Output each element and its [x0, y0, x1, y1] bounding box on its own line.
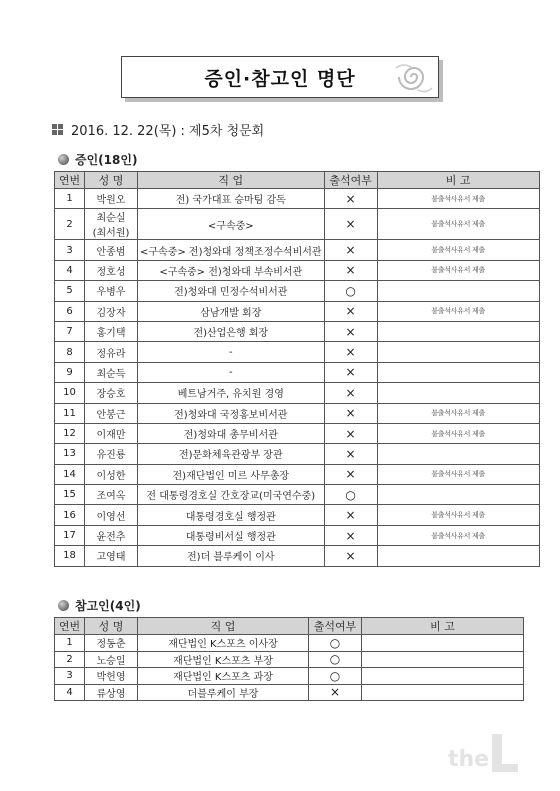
header-attendance: 출석여부 — [324, 172, 377, 189]
row-number: 2 — [55, 209, 85, 240]
remark — [377, 444, 539, 464]
row-number: 16 — [55, 505, 85, 525]
table-row — [55, 342, 540, 362]
table-row — [55, 423, 540, 443]
person-name: 안봉근 — [85, 403, 138, 423]
witness-heading — [58, 151, 137, 168]
table-row — [55, 301, 540, 321]
remark — [377, 485, 539, 505]
session-info — [52, 120, 264, 139]
watermark-text: the — [448, 747, 490, 772]
table-row — [55, 383, 540, 403]
attendance-mark: × — [309, 684, 362, 701]
header-note: 비 고 — [362, 618, 524, 635]
table-row — [55, 403, 540, 423]
remark: 불출석사유서 제출 — [377, 189, 539, 209]
table-row — [55, 546, 540, 566]
person-name: 이성한 — [85, 464, 138, 484]
row-number: 7 — [55, 321, 85, 341]
attendance-mark: × — [324, 301, 377, 321]
remark — [362, 668, 524, 685]
person-job: 전)산업은행 회장 — [138, 321, 325, 341]
person-name: 윤전추 — [85, 525, 138, 545]
table-row — [55, 362, 540, 382]
table-row — [55, 651, 524, 668]
person-job: 더블루케이 부장 — [138, 684, 309, 701]
session-text: 2016. 12. 22(목) : 제5차 청문회 — [71, 124, 265, 139]
person-name: 이재만 — [85, 423, 138, 443]
header-note: 비 고 — [377, 172, 539, 189]
remark — [377, 342, 539, 362]
person-name: 정호성 — [85, 260, 138, 280]
header-no: 연번 — [55, 172, 85, 189]
person-name: 노승일 — [85, 651, 138, 668]
table-row — [55, 240, 540, 260]
person-job: 전)문화체육관광부 장관 — [138, 444, 325, 464]
title-box — [121, 56, 439, 98]
table-header-row — [55, 618, 524, 635]
row-number: 1 — [55, 189, 85, 209]
attendance-mark: × — [324, 362, 377, 382]
person-name: 안종범 — [85, 240, 138, 260]
row-number: 3 — [55, 240, 85, 260]
square-bullet-icon — [52, 124, 63, 135]
table-row — [55, 635, 524, 652]
row-number: 9 — [55, 362, 85, 382]
person-job: 재단법인 K스포츠 이사장 — [138, 635, 309, 652]
person-job: 전)청와대 민정수석비서관 — [138, 281, 325, 301]
remark: 불출석사유서 제출 — [377, 403, 539, 423]
table-row — [55, 209, 540, 240]
person-name: 박원오 — [85, 189, 138, 209]
witness-table — [54, 171, 540, 567]
the-l-logo-icon — [448, 730, 528, 778]
remark: 불출석사유서 제출 — [377, 260, 539, 280]
person-name: 조여옥 — [85, 485, 138, 505]
person-job: 대통령비서실 행정관 — [138, 525, 325, 545]
row-number: 10 — [55, 383, 85, 403]
remark: 불출석사유서 제출 — [377, 464, 539, 484]
person-job: - — [138, 342, 325, 362]
remark: 불출석사유서 제출 — [377, 209, 539, 240]
person-job: 전)청와대 국정홍보비서관 — [138, 403, 325, 423]
attendance-mark: × — [324, 525, 377, 545]
person-name: 이영선 — [85, 505, 138, 525]
person-name: 우병우 — [85, 281, 138, 301]
attendance-mark: ○ — [309, 651, 362, 668]
table-row — [55, 464, 540, 484]
person-name: 고영태 — [85, 546, 138, 566]
person-name: 홍기택 — [85, 321, 138, 341]
header-job: 직 업 — [138, 172, 325, 189]
attendance-mark: ○ — [309, 668, 362, 685]
attendance-mark: × — [324, 505, 377, 525]
person-job: 베트남거주, 유치원 경영 — [138, 383, 325, 403]
remark — [362, 684, 524, 701]
swirl-ornament-icon — [394, 60, 434, 94]
remark: 불출석사유서 제출 — [377, 301, 539, 321]
table-row — [55, 444, 540, 464]
row-number: 18 — [55, 546, 85, 566]
person-name: 류상영 — [85, 684, 138, 701]
attendance-mark: × — [324, 342, 377, 362]
person-job: 전) 국가대표 승마팀 감독 — [138, 189, 325, 209]
remark — [362, 651, 524, 668]
header-job: 직 업 — [138, 618, 309, 635]
reference-heading-text: 참고인(4인) — [75, 599, 141, 613]
table-row — [55, 485, 540, 505]
remark — [377, 281, 539, 301]
remark — [377, 362, 539, 382]
person-name: 정동춘 — [85, 635, 138, 652]
header-attendance: 출석여부 — [309, 618, 362, 635]
person-job: <구속중> 전)청와대 정책조정수석비서관 — [138, 240, 325, 260]
person-job: - — [138, 362, 325, 382]
person-job: 전 대통령경호실 간호장교(미국연수중) — [138, 485, 325, 505]
table-row — [55, 668, 524, 685]
remark — [377, 383, 539, 403]
row-number: 14 — [55, 464, 85, 484]
row-number: 5 — [55, 281, 85, 301]
attendance-mark: × — [324, 321, 377, 341]
attendance-mark: × — [324, 240, 377, 260]
remark: 불출석사유서 제출 — [377, 505, 539, 525]
person-job: 전)재단법인 미르 사무총장 — [138, 464, 325, 484]
table-header-row — [55, 172, 540, 189]
table-row — [55, 525, 540, 545]
row-number: 1 — [55, 635, 85, 652]
row-number: 6 — [55, 301, 85, 321]
attendance-mark: × — [324, 209, 377, 240]
witness-heading-text: 증인(18인) — [75, 153, 138, 167]
reference-heading — [58, 597, 141, 614]
row-number: 17 — [55, 525, 85, 545]
header-name: 성 명 — [85, 172, 138, 189]
person-job: 전)청와대 총무비서관 — [138, 423, 325, 443]
watermark-logo — [448, 730, 528, 778]
person-job: 재단법인 K스포츠 부장 — [138, 651, 309, 668]
row-number: 8 — [55, 342, 85, 362]
table-row — [55, 505, 540, 525]
row-number: 3 — [55, 668, 85, 685]
row-number: 12 — [55, 423, 85, 443]
person-name: 정유라 — [85, 342, 138, 362]
attendance-mark: ○ — [309, 635, 362, 652]
row-number: 2 — [55, 651, 85, 668]
person-job: 재단법인 K스포츠 과장 — [138, 668, 309, 685]
remark: 불출석사유서 제출 — [377, 525, 539, 545]
remark — [377, 546, 539, 566]
person-job: 대통령경호실 행정관 — [138, 505, 325, 525]
person-job: 전)더 블루케이 이사 — [138, 546, 325, 566]
page-title: 증인·참고인 명단 — [204, 67, 356, 90]
header-name: 성 명 — [85, 618, 138, 635]
remark: 불출석사유서 제출 — [377, 423, 539, 443]
row-number: 11 — [55, 403, 85, 423]
attendance-mark: × — [324, 260, 377, 280]
attendance-mark: × — [324, 464, 377, 484]
table-row — [55, 260, 540, 280]
table-row — [55, 281, 540, 301]
table-row — [55, 684, 524, 701]
attendance-mark: × — [324, 383, 377, 403]
person-job: <구속중> 전)청와대 부속비서관 — [138, 260, 325, 280]
table-row — [55, 321, 540, 341]
remark: 불출석사유서 제출 — [377, 240, 539, 260]
remark — [377, 321, 539, 341]
table-row — [55, 189, 540, 209]
person-name: 유진룡 — [85, 444, 138, 464]
circle-bullet-icon — [58, 154, 69, 165]
person-job: 삼남개발 회장 — [138, 301, 325, 321]
row-number: 15 — [55, 485, 85, 505]
reference-table — [54, 617, 524, 701]
header-no: 연번 — [55, 618, 85, 635]
attendance-mark: × — [324, 444, 377, 464]
attendance-mark: × — [324, 403, 377, 423]
attendance-mark: × — [324, 546, 377, 566]
row-number: 4 — [55, 684, 85, 701]
person-job: <구속중> — [138, 209, 325, 240]
row-number: 13 — [55, 444, 85, 464]
attendance-mark: × — [324, 423, 377, 443]
remark — [362, 635, 524, 652]
person-name: 최순실 (최서원) — [85, 209, 138, 240]
circle-bullet-icon — [58, 600, 69, 611]
row-number: 4 — [55, 260, 85, 280]
person-name: 최순득 — [85, 362, 138, 382]
attendance-mark: ○ — [324, 281, 377, 301]
attendance-mark: ○ — [324, 485, 377, 505]
attendance-mark: × — [324, 189, 377, 209]
person-name: 박헌영 — [85, 668, 138, 685]
person-name: 장승호 — [85, 383, 138, 403]
person-name: 김장자 — [85, 301, 138, 321]
